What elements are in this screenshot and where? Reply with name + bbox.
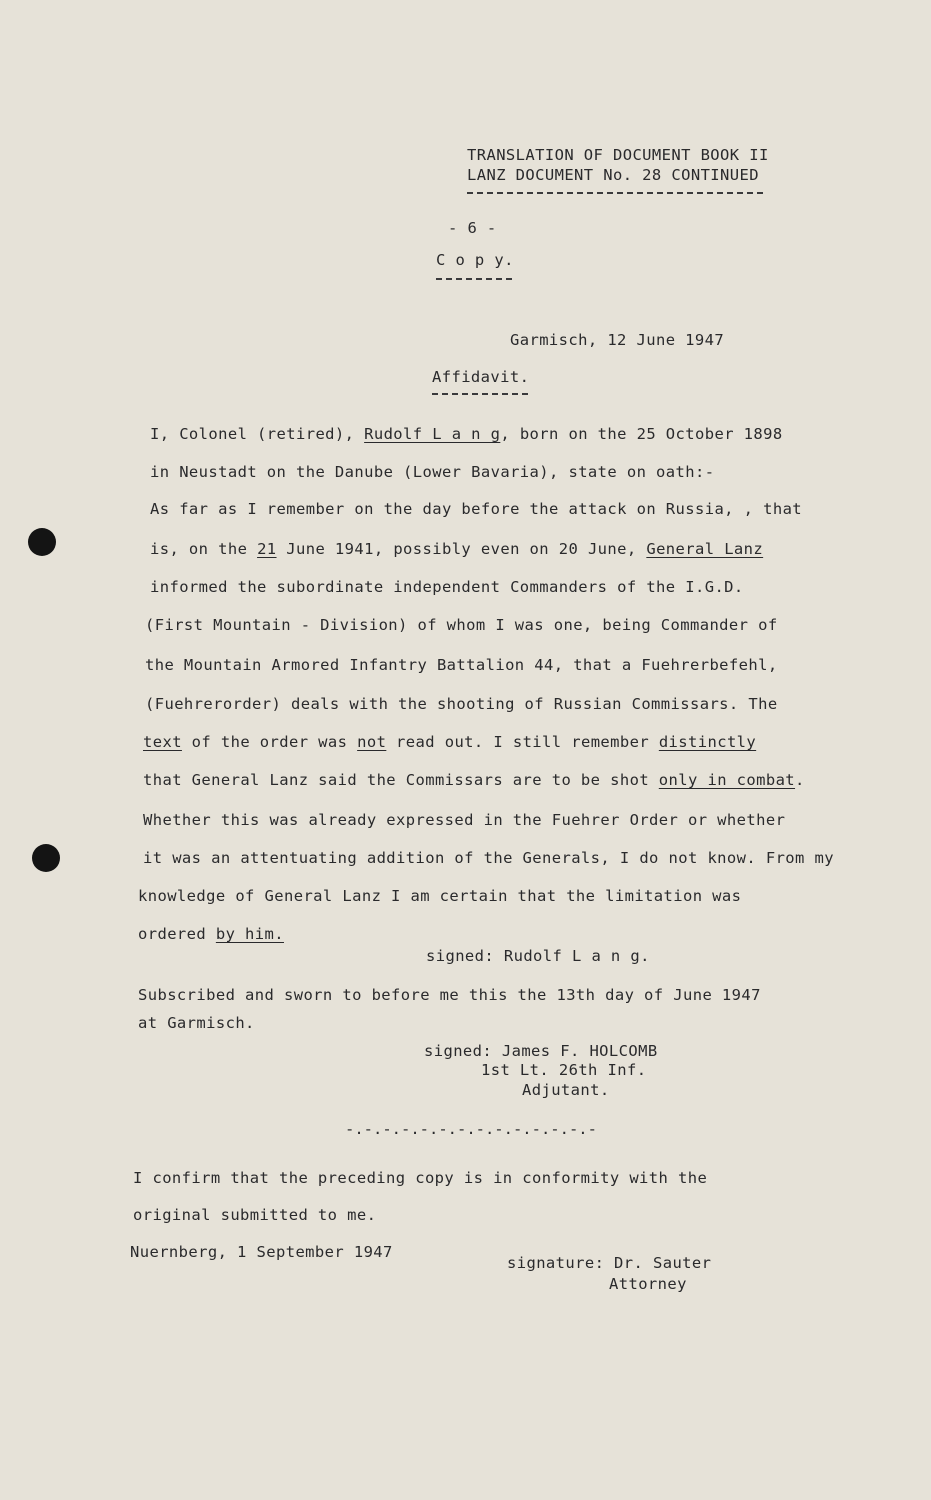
signature-holcomb-role: Adjutant. <box>522 1081 610 1099</box>
body-line: text of the order was not read out. I still remember distinctly <box>143 733 757 751</box>
confirm-line-2: original submitted to me. <box>133 1206 377 1224</box>
signature-holcomb-rank: 1st Lt. 26th Inf. <box>481 1061 647 1079</box>
copy-label: C o p y. <box>436 251 514 269</box>
body-line: informed the subordinate independent Commanders of the I.G.D. <box>150 578 744 596</box>
confirm-place-date: Nuernberg, 1 September 1947 <box>130 1243 393 1261</box>
copy-underline <box>436 278 512 280</box>
name-underlined: Rudolf L a n g <box>364 425 501 443</box>
body-line: As far as I remember on the day before the attack on Russia, , that <box>150 500 803 518</box>
title-underline <box>432 393 528 395</box>
signature-sauter: signature: Dr. Sauter <box>507 1254 712 1272</box>
place-date: Garmisch, 12 June 1947 <box>510 331 725 349</box>
body-line: ordered by him. <box>138 925 284 943</box>
punch-hole <box>28 528 56 556</box>
body-line: Whether this was already expressed in the Fuehrer Order or whether <box>143 811 786 829</box>
body-line: (Fuehrerorder) deals with the shooting of Russian Commissars. The <box>145 695 778 713</box>
header-underline <box>467 192 763 194</box>
sworn-line-2: at Garmisch. <box>138 1014 255 1032</box>
body-line: that General Lanz said the Commissars are to be shot only in combat. <box>143 771 805 789</box>
sworn-line-1: Subscribed and sworn to before me this the 13th day of June 1947 <box>138 986 761 1004</box>
body-line: in Neustadt on the Danube (Lower Bavaria), state on oath:- <box>150 463 715 481</box>
header-line-2: LANZ DOCUMENT No. 28 CONTINUED <box>467 166 759 184</box>
signature-lang: signed: Rudolf L a n g. <box>426 947 650 965</box>
page-number: - 6 - <box>448 219 497 237</box>
affidavit-title: Affidavit. <box>432 368 530 386</box>
body-line: knowledge of General Lanz I am certain that the limitation was <box>138 887 742 905</box>
signature-sauter-role: Attorney <box>609 1275 687 1293</box>
body-line: I, Colonel (retired), Rudolf L a n g, born on the 25 October 1898 <box>150 425 783 443</box>
body-line: it was an attentuating addition of the Generals, I do not know. From my <box>143 849 834 867</box>
confirm-line-1: I confirm that the preceding copy is in conformity with the <box>133 1169 708 1187</box>
punch-hole <box>32 844 60 872</box>
separator: -.-.-.-.-.-.-.-.-.-.-.-.-.- <box>345 1120 597 1138</box>
body-line: (First Mountain - Division) of whom I was one, being Commander of <box>145 616 778 634</box>
body-line: the Mountain Armored Infantry Battalion 44, that a Fuehrerbefehl, <box>145 656 778 674</box>
body-line: is, on the 21 June 1941, possibly even on 20 June, General Lanz <box>150 540 764 558</box>
signature-holcomb: signed: James F. HOLCOMB <box>424 1042 658 1060</box>
header-line-1: TRANSLATION OF DOCUMENT BOOK II <box>467 146 769 164</box>
